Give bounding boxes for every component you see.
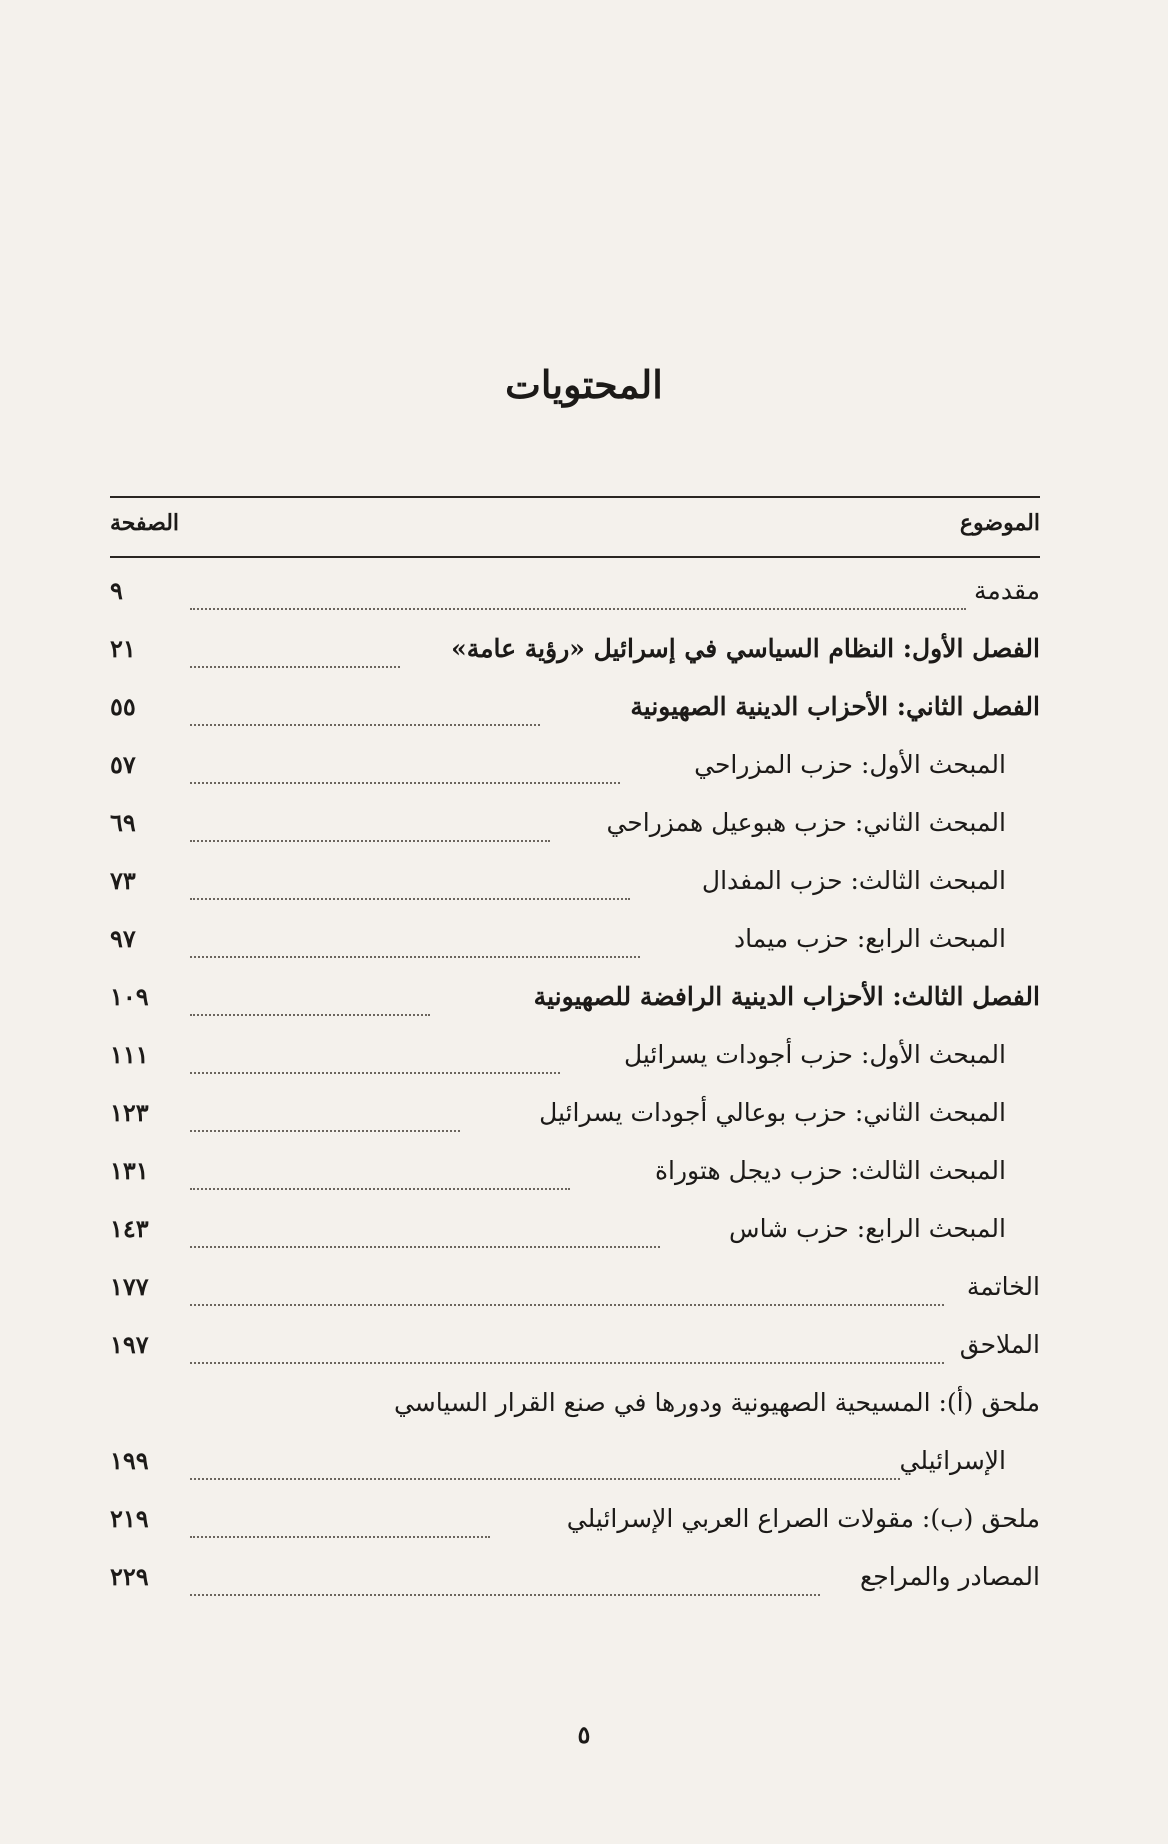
entry-page: ٧٣ [110,866,136,895]
entry-page: ١٤٣ [110,1214,149,1243]
entry-page: ١٢٣ [110,1098,149,1127]
toc-entry-chapter-1[interactable] [110,624,1040,682]
toc-entry-appendix-a[interactable] [110,1378,1040,1436]
dot-leader [190,1130,460,1132]
topic-column-header: الموضوع [959,510,1040,536]
toc-header [110,506,1040,546]
dot-leader [190,1362,944,1364]
entry-title: الخاتمة [966,1272,1040,1301]
toc-entry-section[interactable] [110,740,1040,798]
dot-leader [190,1072,560,1074]
page-column-header: الصفحة [110,510,180,536]
toc-entry-section[interactable] [110,856,1040,914]
entry-title: المبحث الثالث: حزب ديجل هتوراة [654,1156,1006,1185]
entry-page: ١٩٩ [110,1446,149,1475]
entry-page: ٥٧ [110,750,136,779]
entry-page: ١٩٧ [110,1330,149,1359]
entry-page: ٢١ [110,634,136,663]
dot-leader [190,608,966,610]
toc-entry-appendix-a-cont[interactable] [110,1436,1040,1494]
entry-page: ٢٢٩ [110,1562,149,1591]
entry-page: ١٠٩ [110,982,149,1011]
entry-title: الفصل الثاني: الأحزاب الدينية الصهيونية [630,692,1040,721]
toc-entry-section[interactable] [110,1088,1040,1146]
toc-entry-intro[interactable] [110,566,1040,624]
entry-title: المبحث الثالث: حزب المفدال [701,866,1006,895]
entry-page: ٢١٩ [110,1504,149,1533]
entry-title: الملاحق [959,1330,1040,1359]
page-number: ٥ [577,1720,591,1749]
entry-page: ٥٥ [110,692,136,721]
dot-leader [190,1304,944,1306]
toc-entry-section[interactable] [110,914,1040,972]
entry-page: ١٧٧ [110,1272,149,1301]
entry-page: ٩٧ [110,924,136,953]
dot-leader [190,724,540,726]
entry-title: الفصل الأول: النظام السياسي في إسرائيل «رؤية عامة» [451,634,1040,663]
toc-entry-conclusion[interactable] [110,1262,1040,1320]
entry-page: ٩ [110,576,123,605]
dot-leader [190,1188,570,1190]
dot-leader [190,840,550,842]
dot-leader [190,1014,430,1016]
toc-entry-references[interactable] [110,1552,1040,1610]
toc-entry-chapter-2[interactable] [110,682,1040,740]
dot-leader [190,898,630,900]
entry-page: ١٣١ [110,1156,149,1185]
header-bottom-rule [110,556,1040,558]
dot-leader [190,1536,490,1538]
entry-title: الإسرائيلي [899,1446,1006,1475]
toc-entry-appendices[interactable] [110,1320,1040,1378]
entry-title: ملحق (أ): المسيحية الصهيونية ودورها في صنع القرار السياسي [393,1388,1040,1417]
entry-title: المبحث الرابع: حزب ميماد [734,924,1006,953]
toc-entry-chapter-3[interactable] [110,972,1040,1030]
entry-page: ٦٩ [110,808,136,837]
dot-leader [190,956,640,958]
dot-leader [190,1478,900,1480]
entry-title: الفصل الثالث: الأحزاب الدينية الرافضة للصهيونية [533,982,1040,1011]
entry-title: المبحث الثاني: حزب هبوعيل همزراحي [606,808,1006,837]
entry-page: ١١١ [110,1040,149,1069]
entry-title: المبحث الثاني: حزب بوعالي أجودات يسرائيل [539,1098,1006,1127]
entry-title: المبحث الأول: حزب أجودات يسرائيل [623,1040,1006,1069]
entry-title: المبحث الرابع: حزب شاس [729,1214,1006,1243]
dot-leader [190,1246,660,1248]
toc-entry-section[interactable] [110,1146,1040,1204]
page-title: المحتويات [505,362,663,407]
dot-leader [190,782,620,784]
entry-title: ملحق (ب): مقولات الصراع العربي الإسرائيلي [566,1504,1040,1533]
toc-entry-appendix-b[interactable] [110,1494,1040,1552]
entry-title: مقدمة [974,576,1040,605]
entry-title: المبحث الأول: حزب المزراحي [694,750,1006,779]
header-top-rule [110,496,1040,498]
entry-title: المصادر والمراجع [859,1562,1040,1591]
toc-entry-section[interactable] [110,1204,1040,1262]
dot-leader [190,1594,820,1596]
dot-leader [190,666,400,668]
toc-entry-section[interactable] [110,1030,1040,1088]
toc-entry-section[interactable] [110,798,1040,856]
